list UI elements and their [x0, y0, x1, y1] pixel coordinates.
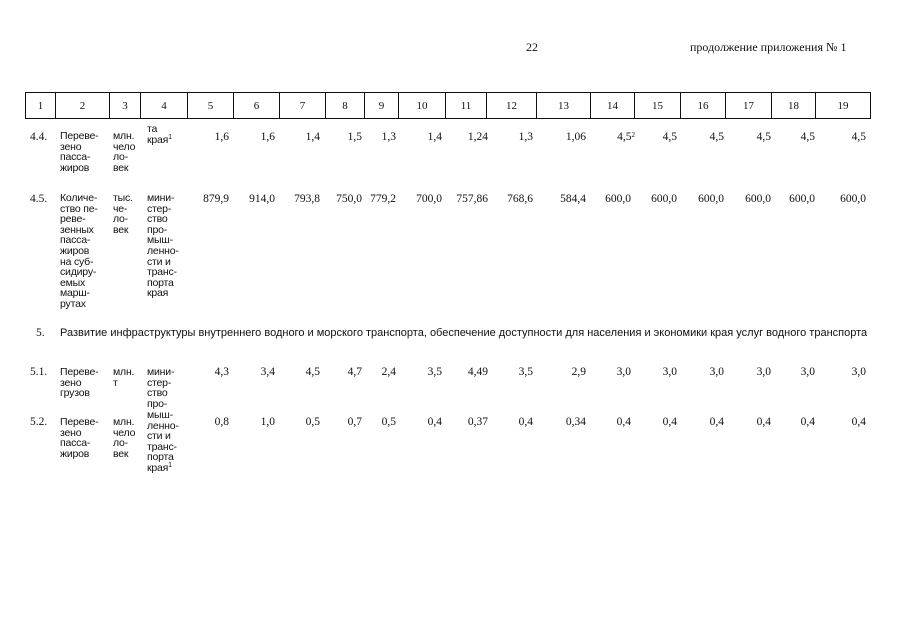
footnote-mark: 1 [168, 461, 172, 469]
value-cell: 600,0 [745, 193, 771, 205]
row-source: мини- стер- ство про- мыш- ленно- сти и транс- порта края [147, 192, 179, 300]
row-number: 5.1. [30, 366, 48, 378]
value-cell: 4,5 [709, 131, 724, 143]
value-cell: 4,5 [851, 131, 866, 143]
value-cell: 0,4 [756, 416, 771, 428]
column-header-9: 9 [365, 93, 399, 119]
column-header-1: 1 [26, 93, 56, 119]
value-cell: 600,0 [651, 193, 677, 205]
value-cell: 4,7 [347, 366, 362, 378]
value-cell: 0,5 [381, 416, 396, 428]
value-cell: 0,4 [616, 416, 631, 428]
row-name: Переве- зено пасса- жиров [60, 130, 99, 174]
value-cell: 1,4 [427, 131, 442, 143]
column-header-10: 10 [399, 93, 446, 119]
value-cell: 4,3 [214, 366, 229, 378]
row-unit: млн. чело ло- век [113, 416, 136, 460]
value-cell: 600,0 [605, 193, 631, 205]
value-cell: 0,4 [851, 416, 866, 428]
page-number: 22 [526, 40, 538, 54]
value-cell: 4,5 [800, 131, 815, 143]
column-header-table [25, 92, 871, 119]
column-header-row [26, 93, 871, 119]
value-cell: 600,0 [840, 193, 866, 205]
value-cell: 757,86 [456, 193, 488, 205]
row-source: мыш- ленно- сти и транс- порта края$^1$ [147, 409, 179, 474]
value-cell: 584,4 [560, 193, 586, 205]
value-cell: 0,7 [347, 416, 362, 428]
row-unit: тыс. че- ло- век [113, 192, 133, 236]
value-cell: 4,5 [305, 366, 320, 378]
row-unit: млн. чело ло- век [113, 130, 136, 174]
value-cell: 600,0 [698, 193, 724, 205]
column-header-12: 12 [487, 93, 537, 119]
footnote-mark: 2 [631, 131, 635, 139]
value-cell: 1,06 [565, 131, 586, 143]
continuation-label: продолжение приложения № 1 [690, 40, 847, 54]
value-cell: 3,0 [851, 366, 866, 378]
column-header-4: 4 [141, 93, 188, 119]
row-name: Переве- зено пасса- жиров [60, 416, 99, 460]
value-cell: 3,0 [756, 366, 771, 378]
value-cell: 0,4 [662, 416, 677, 428]
row-name: Количе- ство пе- реве- зенных пасса- жиров на суб- сидиру- емых марш- рутах [60, 192, 98, 310]
value-cell: 700,0 [416, 193, 442, 205]
column-header-13: 13 [537, 93, 591, 119]
column-header-14: 14 [591, 93, 635, 119]
value-cell: 600,0 [789, 193, 815, 205]
value-cell: 1,4 [305, 131, 320, 143]
value-cell: 3,4 [260, 366, 275, 378]
value-cell: 0,4 [709, 416, 724, 428]
row-source: та края$^1$ [147, 123, 172, 146]
value-cell: 4,5 [662, 131, 677, 143]
value-cell: 1,5 [347, 131, 362, 143]
value-cell: 3,0 [800, 366, 815, 378]
value-cell: 1,0 [260, 416, 275, 428]
value-cell: 779,2 [370, 193, 396, 205]
value-cell: 3,5 [427, 366, 442, 378]
value-cell: 879,9 [203, 193, 229, 205]
column-header-3: 3 [110, 93, 141, 119]
value-cell: 0,4 [427, 416, 442, 428]
column-header-16: 16 [681, 93, 726, 119]
value-cell: 750,0 [336, 193, 362, 205]
value-cell: 2,4 [381, 366, 396, 378]
footnote-mark: 1 [168, 133, 172, 141]
value-cell: 3,0 [662, 366, 677, 378]
value-cell: 0,4 [800, 416, 815, 428]
value-cell: 1,3 [518, 131, 533, 143]
row-unit: млн. т [113, 366, 135, 389]
value-cell: 0,34 [565, 416, 586, 428]
value-cell: 768,6 [507, 193, 533, 205]
row-number: 5.2. [30, 416, 48, 428]
value-cell: $4,5^2$ [617, 131, 635, 143]
row-source: мини- стер- ство про- [147, 366, 175, 410]
value-cell: 0,5 [305, 416, 320, 428]
column-header-17: 17 [726, 93, 772, 119]
row-number: 4.5. [30, 193, 48, 205]
column-header-6: 6 [234, 93, 280, 119]
column-header-5: 5 [188, 93, 234, 119]
row-number: 4.4. [30, 131, 48, 143]
column-header-18: 18 [772, 93, 816, 119]
value-cell: 1,24 [467, 131, 488, 143]
section-title: Развитие инфраструктуры внутреннего водного и морского транспорта, обеспечение доступности для населения и экономики края услуг водного транспорта [60, 327, 868, 339]
value-cell: 1,3 [381, 131, 396, 143]
value-cell: 1,6 [260, 131, 275, 143]
value-cell: 3,0 [709, 366, 724, 378]
value-cell: 3,5 [518, 366, 533, 378]
section-number: 5. [36, 327, 45, 339]
value-cell: 4,5 [756, 131, 771, 143]
value-cell: 4,49 [467, 366, 488, 378]
column-header-15: 15 [635, 93, 681, 119]
value-cell: 914,0 [249, 193, 275, 205]
value-cell: 0,8 [214, 416, 229, 428]
value-cell: 0,4 [518, 416, 533, 428]
column-header-2: 2 [56, 93, 110, 119]
column-header-11: 11 [446, 93, 487, 119]
row-name: Переве- зено грузов [60, 366, 99, 400]
value-cell: 2,9 [571, 366, 586, 378]
value-cell: 0,37 [467, 416, 488, 428]
value-cell: 1,6 [214, 131, 229, 143]
column-header-8: 8 [326, 93, 365, 119]
value-cell: 3,0 [616, 366, 631, 378]
value-cell: 793,8 [294, 193, 320, 205]
column-header-7: 7 [280, 93, 326, 119]
column-header-19: 19 [816, 93, 871, 119]
